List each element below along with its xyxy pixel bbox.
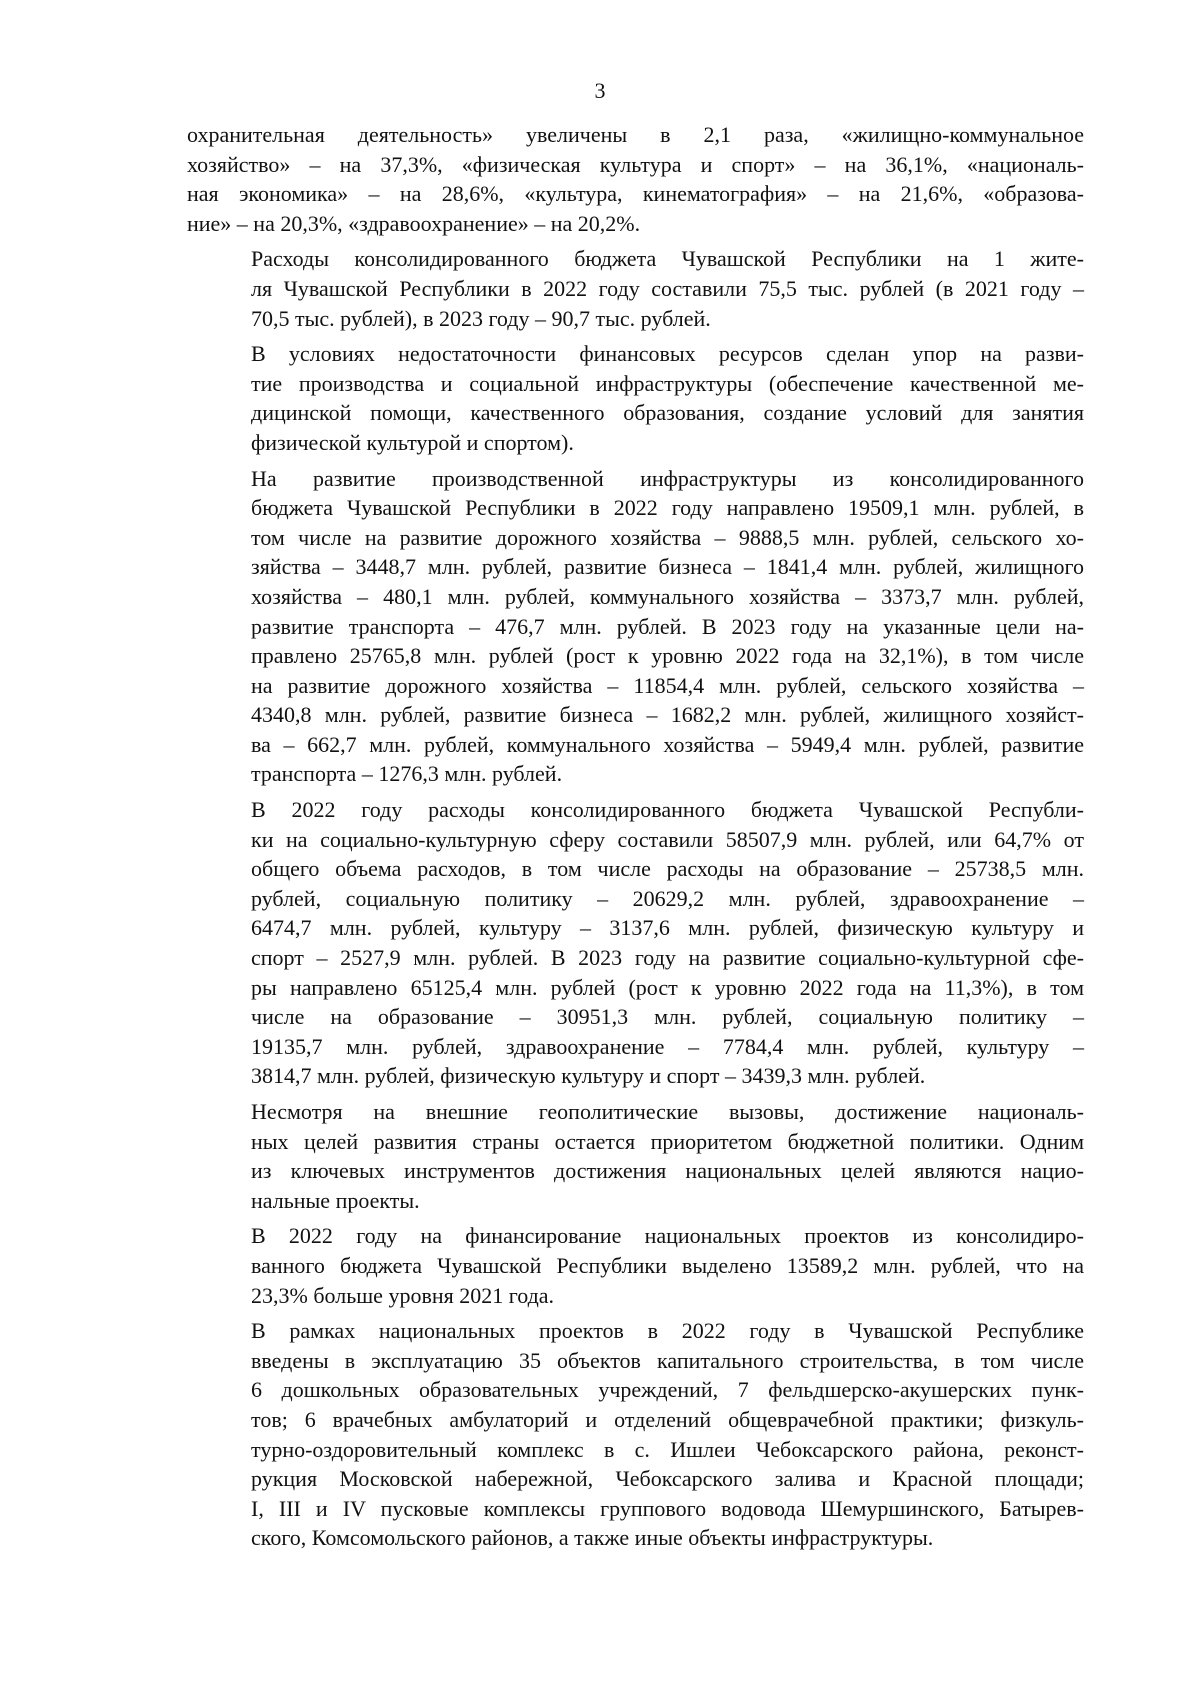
paragraph	[187, 339, 1084, 457]
text-line: 6474,7 млн. рублей, культуру – 3137,6 млн. рублей, физическую культуру и	[251, 915, 1084, 941]
text-line: На развитие производственной инфраструктуры из консолидированного	[251, 465, 1084, 491]
text-line: 4340,8 млн. рублей, развитие бизнеса – 1682,2 млн. рублей, жилищного хозяйст-	[251, 702, 1084, 728]
text-line: 6 дошкольных образовательных учреждений, 7 фельдшерско-акушерских пунк-	[251, 1377, 1084, 1403]
text-line: из ключевых инструментов достижения национальных целей являются нацио-	[251, 1158, 1084, 1184]
text-line: рублей, социальную политику – 20629,2 млн. рублей, здравоохранение –	[251, 885, 1084, 911]
text-line: ние» – на 20,3%, «здравоохранение» – на 20,2%.	[187, 210, 641, 236]
text-line: 23,3% больше уровня 2021 года.	[251, 1282, 555, 1308]
text-line: I, III и IV пусковые комплексы группового водовода Шемуршинского, Батырев-	[251, 1495, 1084, 1521]
text-line: на развитие дорожного хозяйства – 11854,4 млн. рублей, сельского хозяйства –	[251, 672, 1084, 698]
page-number: 3	[594, 78, 606, 103]
text-line: ная экономика» – на 28,6%, «культура, кинематография» – на 21,6%, «образова-	[187, 181, 1084, 207]
text-line: В условиях недостаточности финансовых ресурсов сделан упор на разви-	[251, 341, 1084, 367]
text-line: охранительная деятельность» увеличены в 2,1 раза, «жилищно-коммунальное	[187, 122, 1084, 147]
text-line: ки на социально-культурную сферу составили 58507,9 млн. рублей, или 64,7% от	[251, 826, 1084, 852]
text-line: Несмотря на внешние геополитические вызовы, достижение националь-	[251, 1099, 1084, 1124]
text-line: ры направлено 65125,4 млн. рублей (рост к уровню 2022 года на 11,3%), в том	[251, 974, 1084, 1000]
text-line: Расходы консолидированного бюджета Чувашской Республики на 1 жите-	[251, 246, 1084, 272]
text-line: 70,5 тыс. рублей), в 2023 году – 90,7 тыс. рублей.	[251, 305, 711, 331]
text-line: бюджета Чувашской Республики в 2022 году направлено 19509,1 млн. рублей, в	[251, 495, 1084, 521]
text-line: общего объема расходов, в том числе расходы на образование – 25738,5 млн.	[251, 856, 1084, 882]
text-line: хозяйства – 480,1 млн. рублей, коммунального хозяйства – 3373,7 млн. рублей,	[251, 583, 1084, 609]
text-line: спорт – 2527,9 млн. рублей. В 2023 году на развитие социально-культурной сфе-	[251, 945, 1084, 971]
text-line: ского, Комсомольского районов, а также иные объекты инфраструктуры.	[251, 1525, 934, 1551]
text-line: дицинской помощи, качественного образования, создание условий для занятия	[251, 400, 1084, 426]
text-line: В 2022 году расходы консолидированного бюджета Чувашской Республи-	[251, 797, 1084, 823]
text-line: турно-оздоровительный комплекс в с. Ишлеи Чебоксарского района, реконст-	[251, 1436, 1084, 1462]
paragraph	[187, 464, 1084, 790]
paragraph	[187, 1316, 1084, 1553]
text-line: ных целей развития страны остается приоритетом бюджетной политики. Одним	[251, 1128, 1084, 1154]
paragraph	[187, 1097, 1084, 1215]
text-line: транспорта – 1276,3 млн. рублей.	[251, 761, 563, 787]
text-line: В рамках национальных проектов в 2022 году в Чувашской Республике	[251, 1318, 1084, 1344]
text-line: тов; 6 врачебных амбулаторий и отделений общеврачебной практики; физкуль-	[251, 1406, 1084, 1432]
document-body	[187, 120, 1084, 1553]
paragraph	[187, 120, 1084, 238]
text-line: правлено 25765,8 млн. рублей (рост к уровню 2022 года на 32,1%), в том числе	[251, 643, 1084, 669]
text-line: рукция Московской набережной, Чебоксарского залива и Красной площади;	[251, 1466, 1084, 1492]
text-line: 19135,7 млн. рублей, здравоохранение – 7784,4 млн. рублей, культуру –	[251, 1033, 1084, 1059]
text-line: физической культурой и спортом).	[251, 429, 574, 455]
text-line: том числе на развитие дорожного хозяйства – 9888,5 млн. рублей, сельского хо-	[251, 524, 1084, 550]
text-line: введены в эксплуатацию 35 объектов капитального строительства, в том числе	[251, 1347, 1084, 1373]
paragraph	[187, 795, 1084, 1091]
text-line: хозяйство» – на 37,3%, «физическая культура и спорт» – на 36,1%, «националь-	[187, 151, 1084, 177]
text-line: нальные проекты.	[251, 1187, 420, 1213]
text-line: развитие транспорта – 476,7 млн. рублей. В 2023 году на указанные цели на-	[251, 613, 1084, 639]
paragraph	[187, 1221, 1084, 1310]
text-line: ля Чувашской Республики в 2022 году составили 75,5 тыс. рублей (в 2021 году –	[251, 275, 1084, 301]
text-line: ва – 662,7 млн. рублей, коммунального хозяйства – 5949,4 млн. рублей, развитие	[251, 731, 1084, 757]
text-line: тие производства и социальной инфраструктуры (обеспечение качественной ме-	[251, 370, 1084, 396]
paragraph	[187, 244, 1084, 333]
text-line: числе на образование – 30951,3 млн. рублей, социальную политику –	[251, 1004, 1084, 1030]
text-line: ванного бюджета Чувашской Республики выделено 13589,2 млн. рублей, что на	[251, 1252, 1084, 1278]
text-line: 3814,7 млн. рублей, физическую культуру и спорт – 3439,3 млн. рублей.	[251, 1063, 926, 1089]
text-line: В 2022 году на финансирование национальных проектов из консолидиро-	[251, 1223, 1084, 1249]
text-line: зяйства – 3448,7 млн. рублей, развитие бизнеса – 1841,4 млн. рублей, жилищного	[251, 554, 1084, 580]
